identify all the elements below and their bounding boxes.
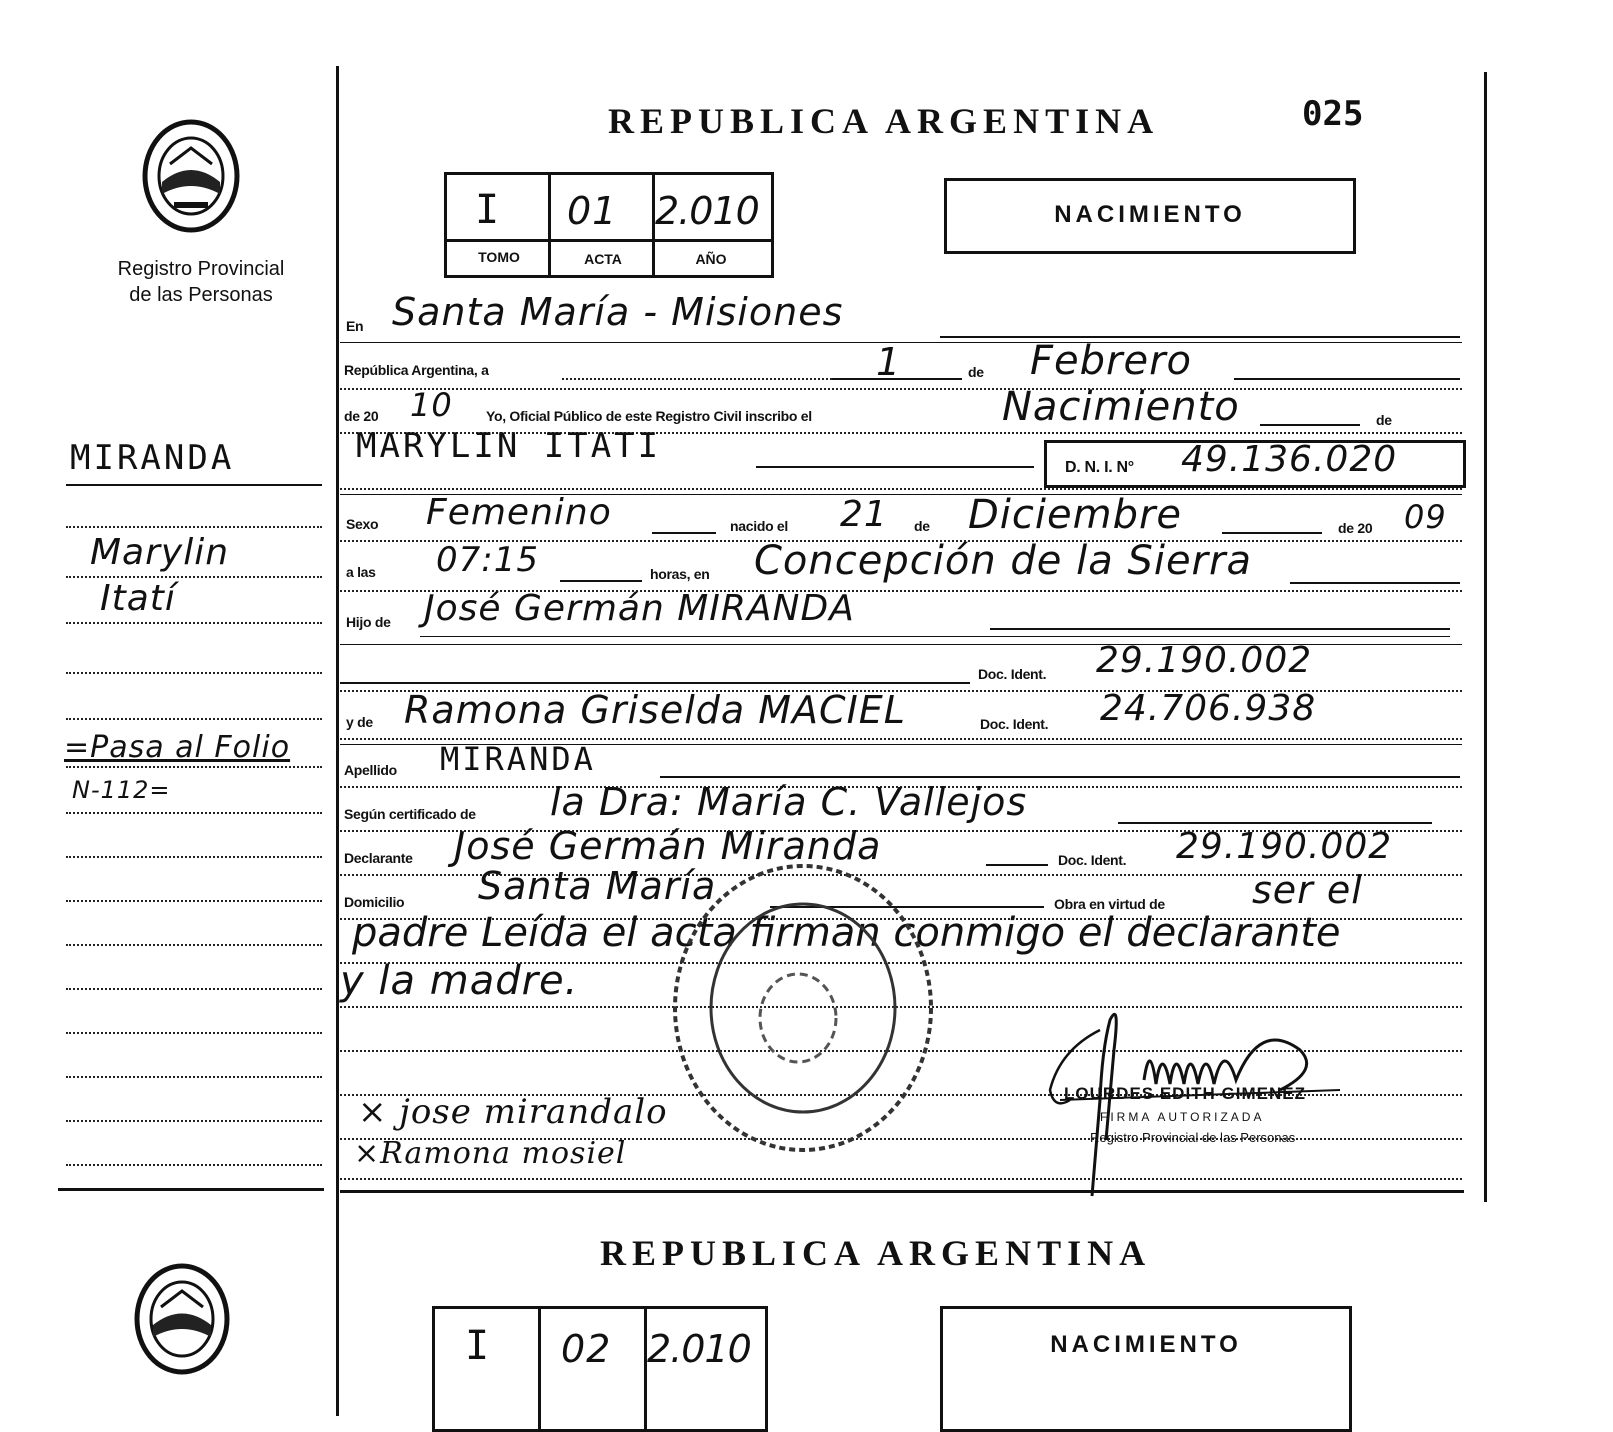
official-registry: Registro Provincial de las Personas [1090,1130,1296,1145]
row-line [1290,582,1460,584]
yde-label: y de [346,714,373,730]
de20-label-2: de 20 [1338,520,1373,536]
official-round-seal-icon [668,858,938,1158]
declarante-value: José Germán Miranda [454,824,882,868]
doc-label-2: Doc. Ident. [980,716,1049,732]
row-line [1222,532,1322,534]
second-tomo-acta-anio-box [432,1306,768,1432]
margin-dotline [66,944,322,946]
margin-given-name-2: Itatí [100,578,176,619]
oficial-label: Yo, Oficial Público de este Registro Civil inscribo el [486,408,812,424]
row-dotline [340,388,1462,390]
dni-label: D. N. I. N° [1065,459,1134,476]
margin-dotline [66,526,322,528]
domicilio-label: Domicilio [344,894,405,910]
provincial-emblem-icon [140,118,242,234]
margin-dotline [66,1120,322,1122]
dni-value: 49.136.020 [1181,439,1398,480]
event-value: Nacimiento [1002,384,1240,430]
margin-dotline [66,900,322,902]
acta-value: 01 [567,189,618,233]
day-value: 1 [876,340,902,384]
birth-month: Diciembre [968,492,1183,538]
right-border-line [1484,72,1487,1202]
de-label-2: de [1376,412,1392,428]
segun-label: Según certificado de [344,806,476,822]
tomo-acta-anio-box [444,172,774,278]
row-dotline [340,488,1462,490]
margin-dotline [66,812,322,814]
doc-label-1: Doc. Ident. [978,666,1047,682]
en-value: Santa María - Misiones [392,290,844,334]
segun-value: la Dra: María C. Vallejos [550,780,1028,824]
margin-dotline [66,856,322,858]
document-title: REPUBLICA ARGENTINA [608,101,1160,141]
row-line [340,682,970,684]
tomo-label: TOMO [478,249,520,265]
second-record-title: REPUBLICA ARGENTINA [600,1233,1152,1273]
doc-label-3: Doc. Ident. [1058,852,1127,868]
year-value: 10 [410,386,453,424]
mother-name: Ramona Griselda MACIEL [404,688,906,732]
official-name: LOURDES EDITH GIMENEZ [1064,1084,1307,1103]
row-line [756,466,1034,468]
en-label: En [346,318,364,334]
row-line [1260,424,1360,426]
registry-name-line1: Registro Provincial [117,258,285,280]
freetext-line-2: y la madre. [340,958,579,1004]
apellido-value: MIRANDA [440,740,596,778]
registry-name-line2: de las Personas [129,284,273,306]
nacido-label: nacido el [730,518,788,534]
record-type-box [944,178,1356,254]
margin-dotline [66,718,322,720]
month-value: Febrero [1030,338,1192,384]
left-border-line [336,66,339,1416]
alas-label: a las [346,564,376,580]
second-record-type-box [940,1306,1352,1432]
anio-label: AÑO [695,251,727,267]
margin-dotline [66,1076,322,1078]
second-acta-value: 02 [561,1327,612,1371]
margin-surname: MIRANDA [70,438,235,478]
official-title: FIRMA AUTORIZADA [1100,1110,1265,1124]
row-line [1118,822,1432,824]
tomo-value: I [475,187,503,233]
hour-value: 07:15 [436,540,539,580]
republica-label: República Argentina, a [344,362,489,378]
domicilio-value: Santa María [478,864,717,908]
de-label-3: de [914,518,930,534]
apellido-label: Apellido [344,762,397,778]
margin-given-name-1: Marylin [90,532,230,573]
declarante-doc: 29.190.002 [1176,826,1393,867]
margin-dotline [66,988,322,990]
de-label: de [968,364,984,380]
provincial-emblem-icon [132,1262,232,1376]
horas-label: horas, en [650,566,710,582]
row-line [940,336,1460,338]
father-name: José Germán MIRANDA [424,588,855,629]
margin-dotline [66,622,322,624]
father-doc: 29.190.002 [1096,640,1313,681]
margin-surname-line [66,484,322,486]
record-type: NACIMIENTO [1054,201,1246,228]
dni-box [1044,440,1466,488]
freetext-line-1: padre Leída el acta firman conmigo el declarante [352,910,1341,956]
place-value: Concepción de la Sierra [754,538,1252,584]
margin-dotline [66,672,322,674]
second-anio-value: 2.010 [647,1327,751,1371]
obra-label: Obra en virtud de [1054,896,1165,912]
row-line [420,636,1450,637]
birth-year: 09 [1404,498,1447,536]
row-line [560,580,642,582]
anio-value: 2.010 [655,189,759,233]
obra-value: ser el [1252,868,1363,912]
sexo-value: Femenino [426,492,612,533]
father-signature: × jose mirandalo [358,1092,668,1132]
sexo-label: Sexo [346,516,379,532]
birth-day: 21 [840,494,888,535]
margin-dotline [66,766,322,768]
margin-note-2: N-112= [72,776,171,804]
row-line [652,532,716,534]
child-name: MARYLIN ITATI [356,426,662,466]
second-tomo-value: I [465,1323,493,1369]
row-line [990,628,1450,630]
row-line [986,864,1048,866]
folio-number: 025 [1302,94,1364,134]
margin-note-1: =Pasa al Folio [64,730,291,765]
official-signature-icon [1040,960,1350,1200]
margin-dotline [66,1164,322,1166]
de20-label: de 20 [344,408,379,424]
acta-label: ACTA [584,251,622,267]
row-line [1234,378,1460,380]
mother-signature: ×Ramona mosiel [354,1136,627,1171]
second-record-type: NACIMIENTO [1050,1331,1242,1358]
hijo-label: Hijo de [346,614,391,630]
row-line [832,378,962,380]
declarante-label: Declarante [344,850,413,866]
mother-doc: 24.706.938 [1100,688,1317,729]
row-line [660,776,1460,778]
row-dotline [562,378,832,380]
left-separator-line [58,1188,324,1191]
margin-dotline [66,1032,322,1034]
